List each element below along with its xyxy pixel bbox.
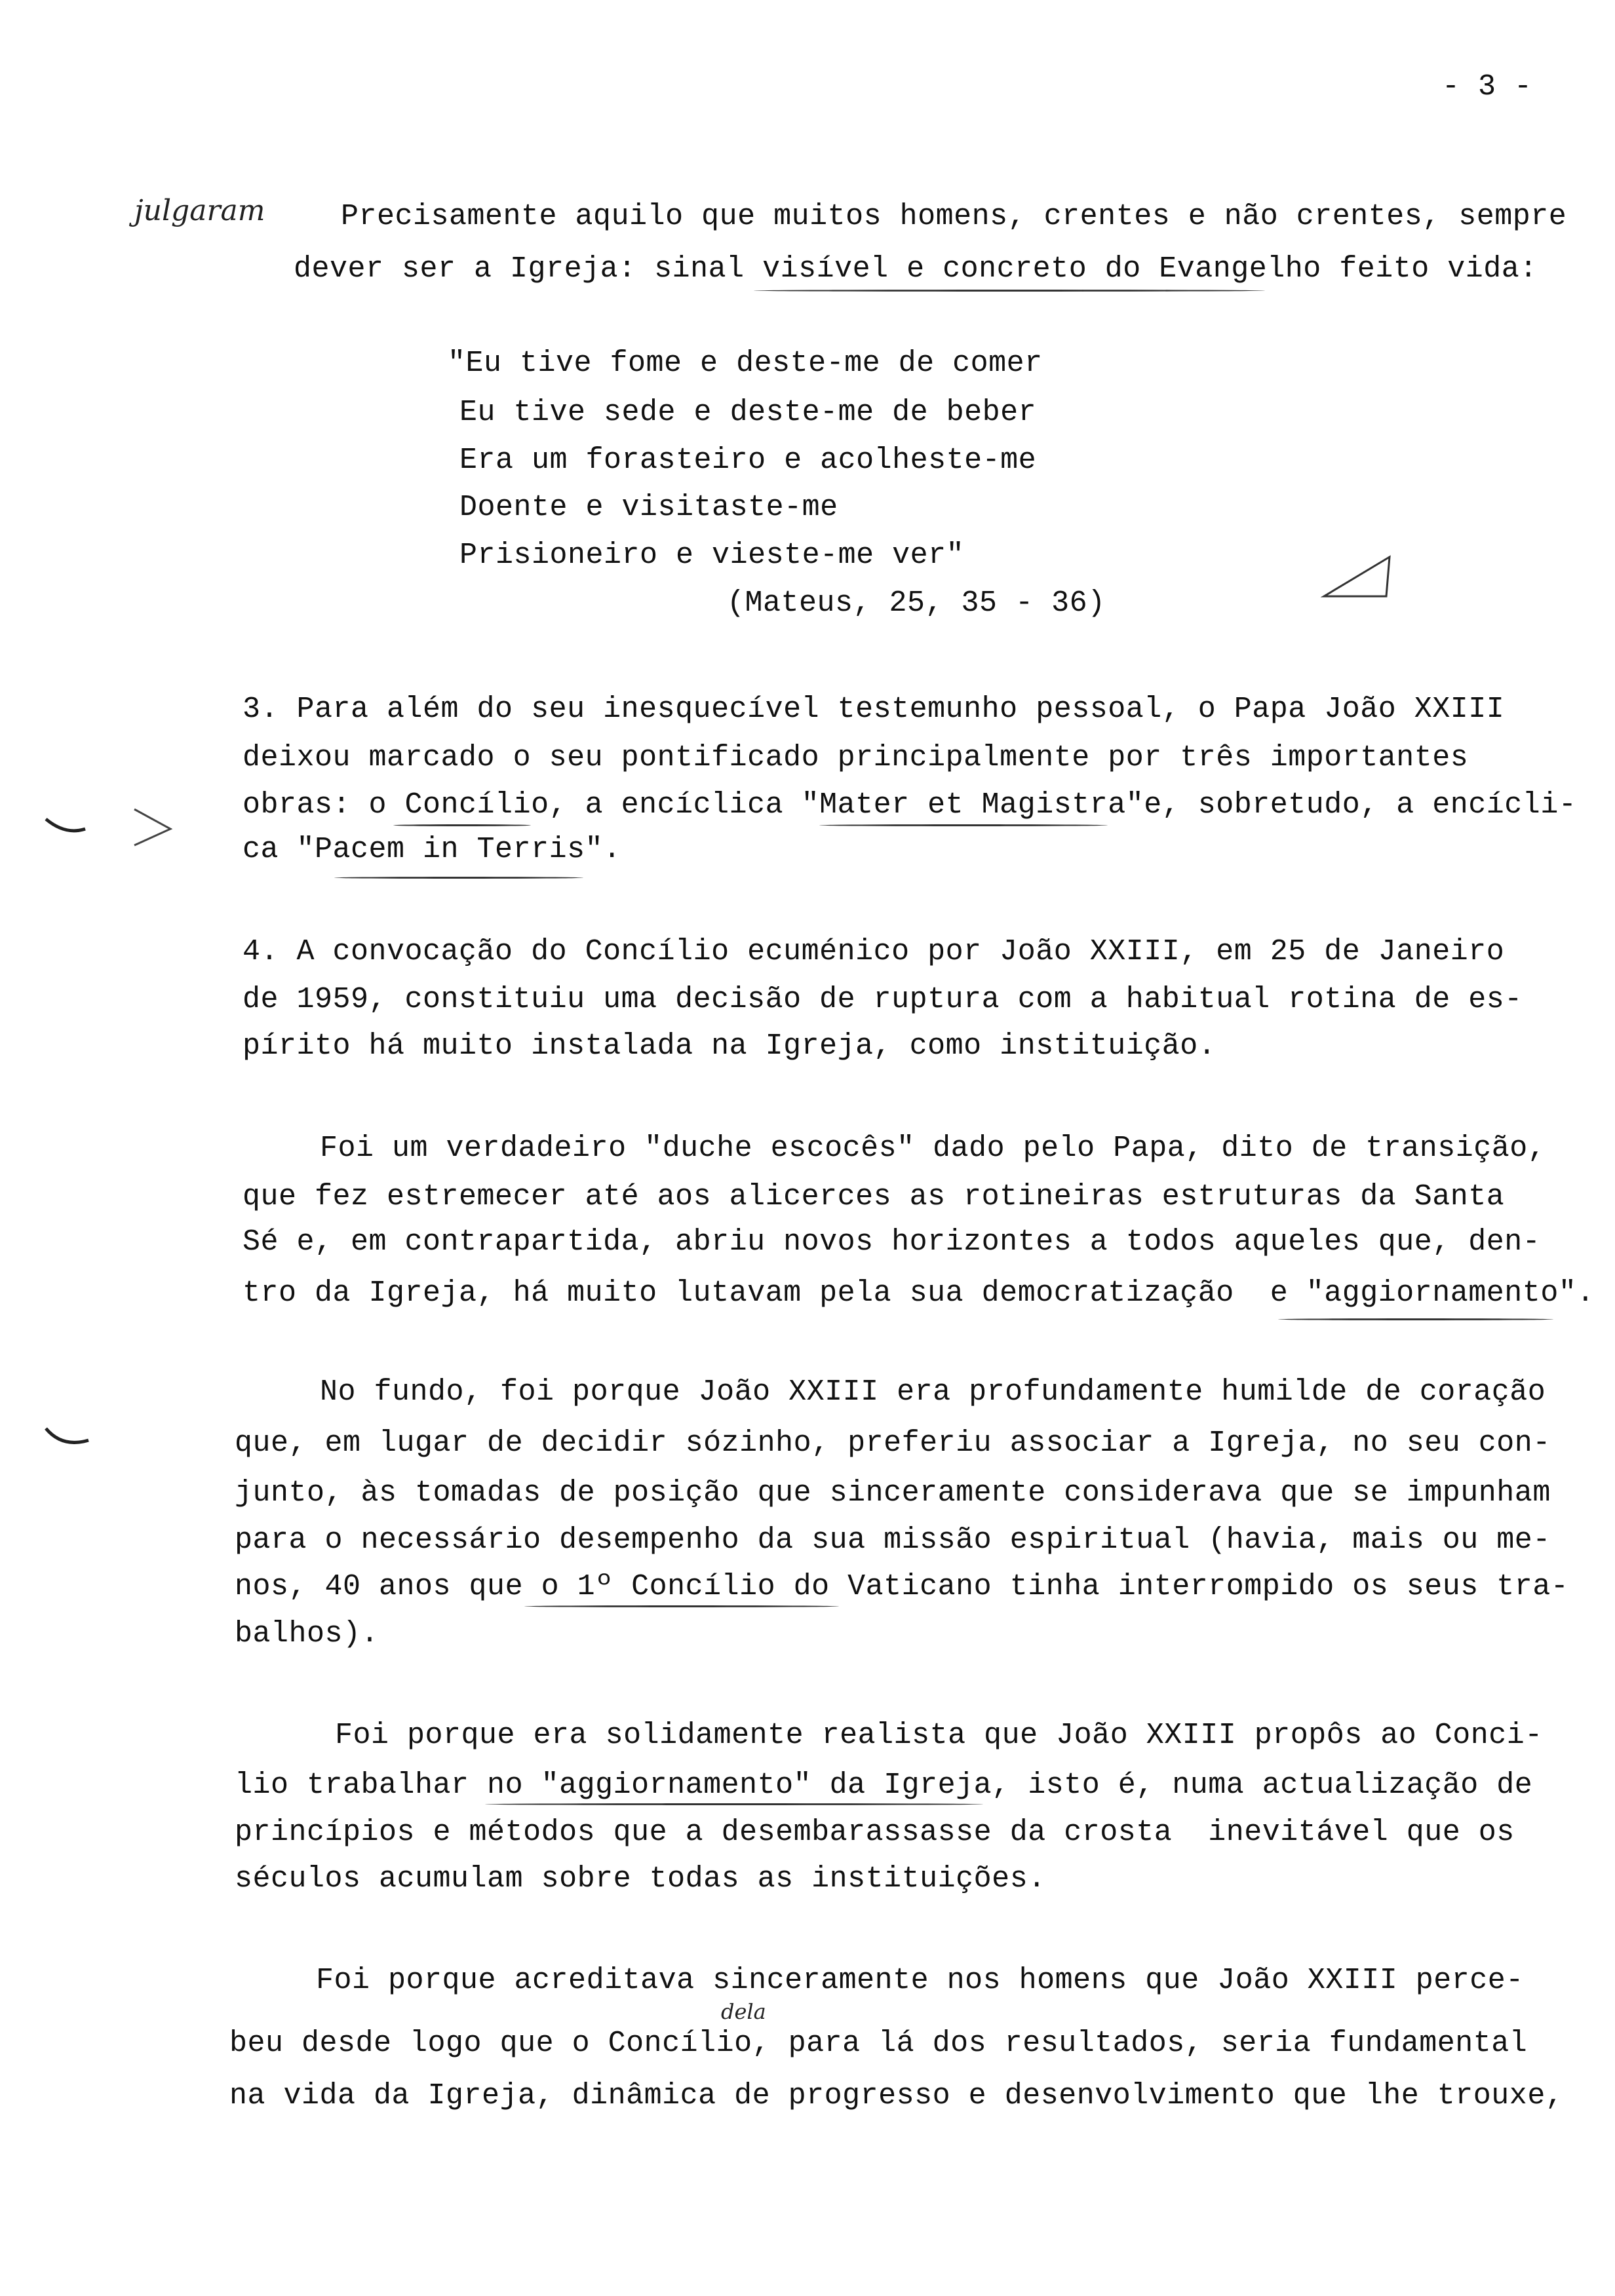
quote-line: Prisioneiro e vieste-me ver" — [459, 539, 965, 572]
text-line: pírito há muito instalada na Igreja, como instituição. — [243, 1029, 1216, 1063]
quote-line: "Eu tive fome e deste-me de comer — [448, 347, 1043, 380]
text-line: 3. Para além do seu inesquecível testemunho pessoal, o Papa João XXIII — [243, 693, 1505, 726]
text-line: de 1959, constituiu uma decisão de ruptura com a habitual rotina de es- — [243, 983, 1523, 1016]
pen-underline — [393, 824, 531, 826]
text-line: dever ser a Igreja: sinal visível e concreto do Evangelho feito vida: — [294, 252, 1538, 286]
quote-line: Doente e visitaste-me — [459, 491, 838, 524]
text-line: tro da Igreja, há muito lutavam pela sua democratização e "aggiornamento". — [243, 1276, 1595, 1310]
text-line: Foi porque era solidamente realista que João XXIII propôs ao Conci- — [335, 1719, 1543, 1752]
text-line: Precisamente aquilo que muitos homens, crentes e não crentes, sempre — [341, 200, 1567, 233]
text-line: No fundo, foi porque João XXIII era profundamente humilde de coração — [320, 1375, 1546, 1409]
text-line: que, em lugar de decidir sózinho, preferiu associar a Igreja, no seu con- — [235, 1426, 1551, 1460]
pen-underline — [524, 1605, 839, 1607]
text-line: 4. A convocação do Concílio ecuménico por João XXIII, em 25 de Janeiro — [243, 935, 1505, 968]
triangle-mark-icon — [1317, 550, 1403, 603]
text-line: séculos acumulam sobre todas as instituições. — [235, 1862, 1046, 1896]
text-line: lio trabalhar no "aggiornamento" da Igreja, isto é, numa actualização de — [235, 1769, 1533, 1802]
pen-underline — [334, 877, 583, 879]
page-number: - 3 - — [1442, 70, 1532, 104]
text-line: nos, 40 anos que o 1º Concílio do Vaticano tinha interrompido os seus tra- — [235, 1570, 1569, 1603]
text-line: Sé e, em contrapartida, abriu novos horizontes a todos aqueles que, den- — [243, 1225, 1541, 1259]
handwritten-insert-note: dela — [721, 1999, 766, 2024]
margin-arrow-mark-icon — [39, 799, 190, 858]
text-line: balhos). — [235, 1617, 379, 1651]
text-line: para o necessário desempenho da sua missão espiritual (havia, mais ou me- — [235, 1523, 1551, 1557]
quote-line: Era um forasteiro e acolheste-me — [459, 444, 1037, 477]
text-line: na vida da Igreja, dinâmica de progresso e desenvolvimento que lhe trouxe, — [229, 2079, 1564, 2113]
pen-underline — [754, 290, 1265, 292]
text-line: Foi porque acreditava sinceramente nos homens que João XXIII perce- — [316, 1964, 1524, 1997]
pen-underline — [819, 824, 1108, 826]
text-line: Foi um verdadeiro "duche escocês" dado pelo Papa, dito de transição, — [320, 1132, 1546, 1165]
text-line: obras: o Concílio, a encíclica "Mater et Magistra"e, sobretudo, a encícli- — [243, 788, 1577, 822]
text-line: princípios e métodos que a desembarassasse da crosta inevitável que os — [235, 1816, 1515, 1849]
pen-underline — [485, 1803, 983, 1805]
quote-line: Eu tive sede e deste-me de beber — [459, 396, 1037, 429]
text-line: beu desde logo que o Concílio, para lá dos resultados, seria fundamental — [229, 2027, 1528, 2060]
pen-underline — [1278, 1318, 1553, 1320]
text-line: ca "Pacem in Terris". — [243, 833, 621, 866]
quote-citation: (Mateus, 25, 35 - 36) — [727, 586, 1106, 620]
text-line: junto, às tomadas de posição que sinceramente considerava que se impunham — [235, 1476, 1551, 1510]
margin-curve-mark-icon — [39, 1422, 98, 1455]
handwritten-margin-note: julgaram — [134, 194, 265, 227]
text-line: que fez estremecer até aos alicerces as rotineiras estruturas da Santa — [243, 1180, 1505, 1214]
text-line: deixou marcado o seu pontificado principalmente por três importantes — [243, 741, 1469, 775]
